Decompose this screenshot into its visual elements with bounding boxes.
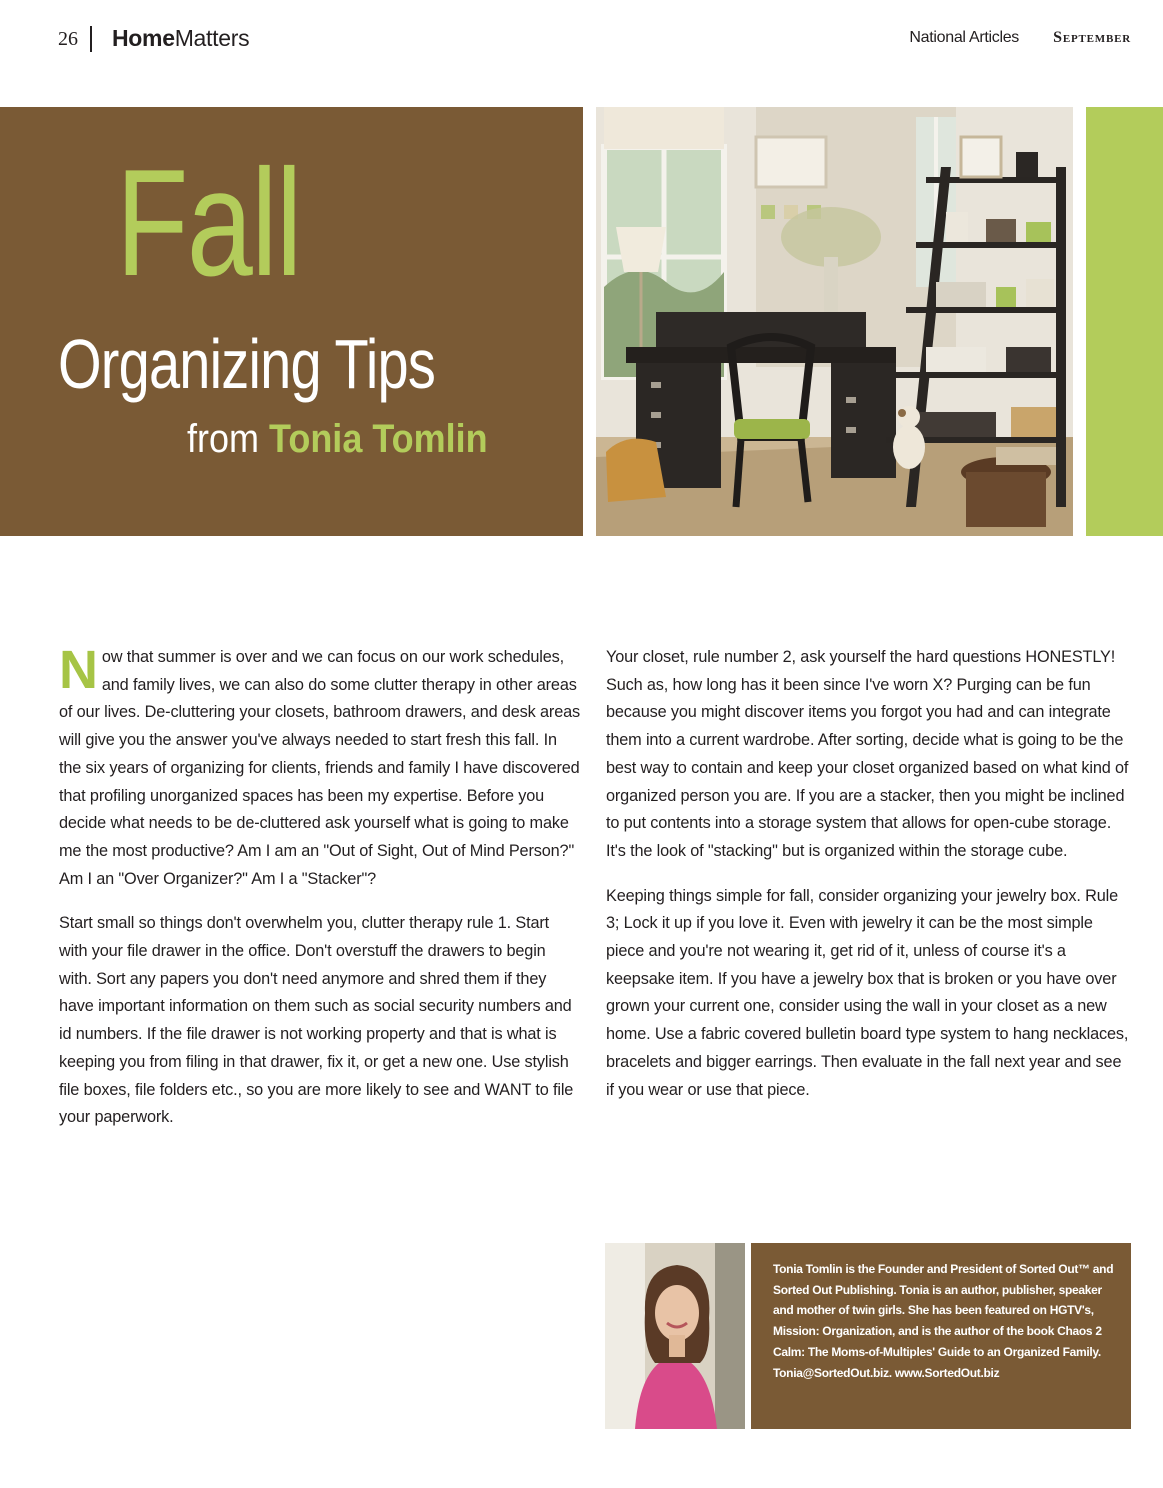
office-photo [596,107,1073,536]
article-paragraph: Keeping things simple for fall, consider organizing your jewelry box. Rule 3; Lock it up if you love it. Even with jewelry it can be the most simple piece and you're not wearing it, get rid of it, unless of course it's a keepsake item. If you have a jewelry box that is broken or you have over grown your current one, consider using the wall in your closet as a new home. Use a fabric covered bulletin board type system to hang necklaces, bracelets and bigger earrings. Then evaluate in the fall next year and see if you wear or use that piece. [606,886,1129,1099]
author-bio-box [751,1243,1131,1429]
accent-strip [1086,107,1163,536]
article-column-right [606,644,1133,1121]
paragraph-text: ow that summer is over and we can focus on our work schedules, and family lives, we can also do some clutter therapy in other areas of our lives. De-cluttering your closets, bathroom drawers, and desk areas will give you the answer you've always needed to start fresh this fall. In the six years of organizing for clients, friends and family I have discovered that profiling unorganized spaces has been my expertise. Before you decide what needs to be de-cluttered ask yourself what is going to make me the most productive? Am I am an "Out of Sight, Out of Mind Person?" Am I an "Over Organizer?" Am I a "Stacker"? [59,648,580,888]
article-column-left [59,640,581,1149]
author-photo-illustration [605,1243,745,1429]
article-paragraph: Start small so things don't overwhelm you, clutter therapy rule 1. Start with your file drawer in the office. Don't overstuff the drawers to begin with. Sort any papers you don't need anymore and shred them if they have important information on them such as social security numbers and id numbers. If the file drawer is not working property and that is what is keeping you from filing in that drawer, fix it, or get a new one. Use stylish file boxes, file folders etc., so you are more likely to see and WANT to file your paperwork. [59,914,574,1127]
title-organizing-tips: Organizing Tips [58,325,436,403]
byline [187,419,488,459]
byline-author: Tonia Tomlin [269,417,488,461]
title-fall: Fall [116,138,301,308]
issue-month: September [1053,29,1131,46]
article-paragraph [59,640,581,893]
byline-from: from [187,417,259,461]
section-label: National Articles [909,29,1019,46]
title-panel [0,107,583,536]
drop-cap: N [59,640,98,700]
page-number-divider [90,26,92,52]
publication-name-regular: Matters [174,25,250,51]
article-paragraph: Your closet, rule number 2, ask yourself the hard questions HONESTLY! Such as, how long has it been since I've worn X? Purging can be fun because you might discover items you forgot you had and can integrate them into a current wardrobe. After sorting, decide what is going to be the best way to contain and keep your closet organized based on what kind of organized person you are. If you are a stacker, then you might be inclined to put contents into a storage system that allows for open-cube storage. It's the look of "stacking" but is organized within the storage cube. [606,648,1129,860]
publication-name-bold: Home [112,25,175,51]
author-photo [605,1243,745,1429]
page-number: 26 [58,28,78,50]
office-photo-illustration [596,107,1073,536]
page-header [58,26,1131,58]
author-bio-text: Tonia Tomlin is the Founder and President of Sorted Out™ and Sorted Out Publishing. Tonia is an author, publisher, speaker and mother of twin girls. She has been featured on HGTV's, Mission: Organization, and is the author of the book Chaos 2 Calm: The Moms-of-Multiples' Guide to an Organized Family. Tonia@SortedOut.biz. www.SortedOut.biz [773,1262,1114,1380]
publication-name [112,25,249,52]
